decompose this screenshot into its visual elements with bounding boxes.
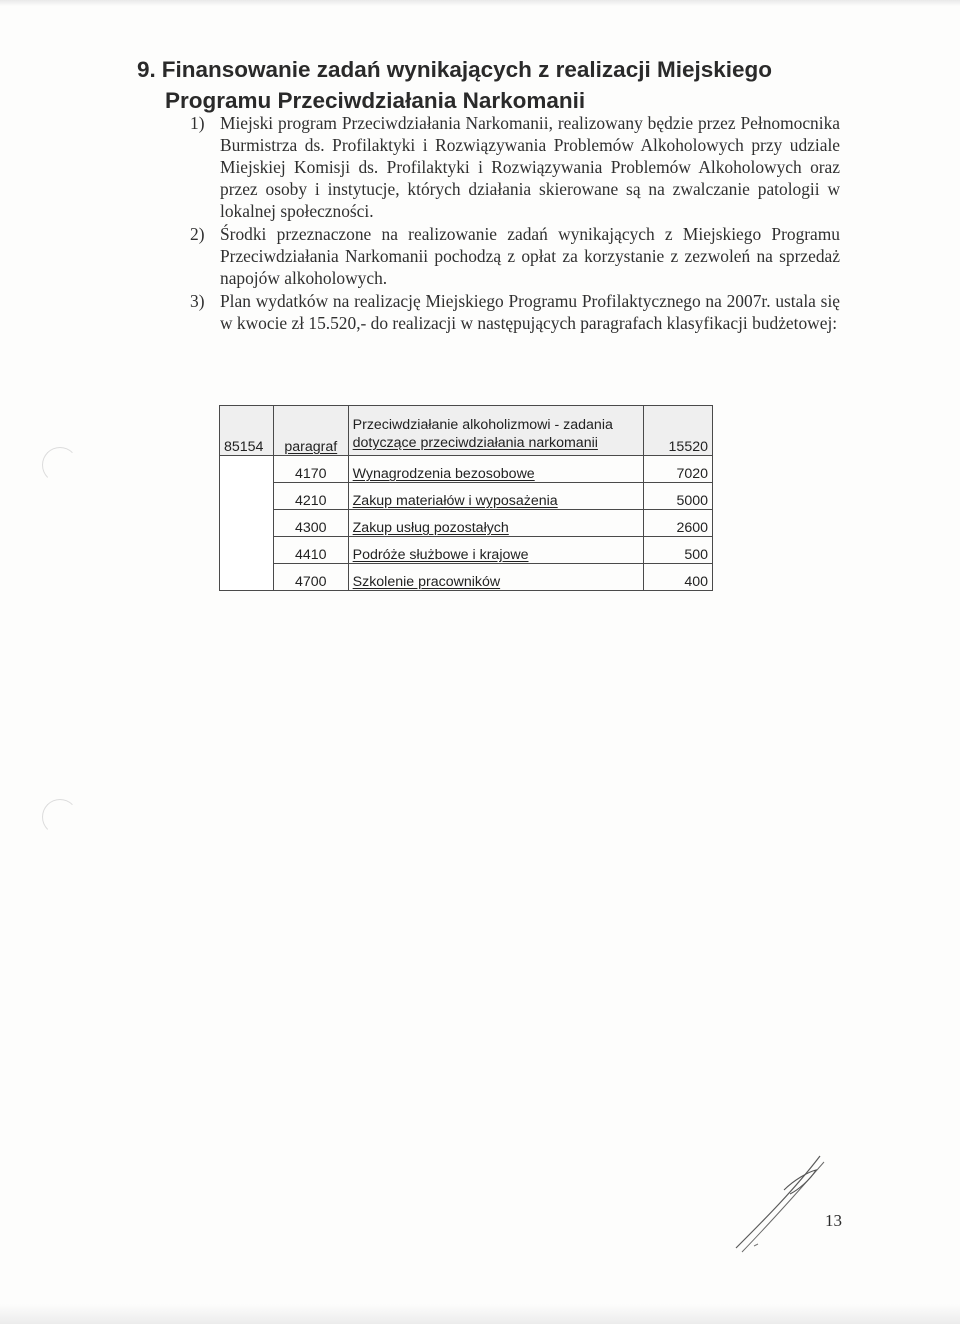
- paragraph-code-cell: 4410: [273, 537, 348, 564]
- table-row: [220, 564, 713, 591]
- list-item: [190, 290, 840, 334]
- section-total-cell: 15520: [644, 406, 713, 456]
- expense-name: Wynagrodzenia bezosobowe: [352, 466, 535, 482]
- list-marker: 1): [190, 113, 205, 133]
- list-item-text: Plan wydatków na realizację Miejskiego Programu Profilaktycznego na 2007r. ustala się w kwocie zł 15.520,- do realizacji w następujących paragrafach klasyfikacji budżetowej:: [220, 291, 840, 333]
- list-item-text: Środki przeznaczone na realizowanie zadań wynikających z Miejskiego Programu Przeciwdziałania Narkomanii pochodzą z opłat za korzystanie z zezwoleń na sprzedaż napojów alkoholowych.: [220, 224, 840, 288]
- expense-name-cell: [348, 537, 644, 564]
- paragraph-label-cell: [273, 406, 348, 456]
- section-description-cell: [348, 406, 644, 456]
- paragraph-label: paragraf: [284, 439, 338, 455]
- title-line-1: Finansowanie zadań wynikających z realizacji Miejskiego: [161, 57, 773, 82]
- expense-name-cell: [348, 564, 644, 591]
- expense-name: Zakup usług pozostałych: [352, 520, 509, 536]
- table-header-row: [220, 406, 713, 456]
- table-row: [220, 483, 713, 510]
- punch-hole-top: [42, 447, 78, 483]
- expense-name-cell: [348, 456, 644, 483]
- section-description-line-1: Przeciwdziałanie alkoholizmowi - zadania: [352, 417, 613, 433]
- budget-table: [219, 405, 713, 591]
- table-row: [220, 537, 713, 564]
- expense-name-cell: [348, 510, 644, 537]
- page-number: 13: [825, 1211, 842, 1230]
- table-row: [220, 456, 713, 483]
- section-description-line-2: dotyczące przeciwdziałania narkomanii: [352, 435, 598, 451]
- section-code-cell: 85154: [220, 406, 274, 456]
- expense-name-cell: [348, 483, 644, 510]
- list-marker: 3): [190, 291, 205, 311]
- paragraph-code-cell: 4210: [273, 483, 348, 510]
- paragraph-code-cell: 4170: [273, 456, 348, 483]
- scan-edge-top: [0, 0, 960, 6]
- empty-cell: [220, 456, 274, 483]
- paragraph-code-cell: 4700: [273, 564, 348, 591]
- expense-amount-cell: 5000: [644, 483, 713, 510]
- title-line-2: Programu Przeciwdziałania Narkomanii: [165, 88, 586, 113]
- empty-cell: [220, 564, 274, 591]
- expense-amount-cell: 7020: [644, 456, 713, 483]
- expense-amount-cell: 500: [644, 537, 713, 564]
- budget-table-wrapper: [219, 405, 713, 591]
- scan-edge-bottom: [0, 1304, 960, 1324]
- empty-cell: [220, 483, 274, 510]
- expense-amount-cell: 2600: [644, 510, 713, 537]
- handwritten-signature: [724, 1150, 834, 1260]
- punch-hole-bottom: [42, 799, 78, 835]
- paragraph-code-cell: 4300: [273, 510, 348, 537]
- expense-name: Szkolenie pracowników: [352, 574, 501, 590]
- empty-cell: [220, 537, 274, 564]
- list-marker: 2): [190, 224, 205, 244]
- expense-amount-cell: 400: [644, 564, 713, 591]
- expense-name: Zakup materiałów i wyposażenia: [352, 493, 558, 509]
- table-row: [220, 510, 713, 537]
- empty-cell: [220, 510, 274, 537]
- list-item: [190, 223, 840, 289]
- list-item: [190, 112, 840, 222]
- list-item-text: Miejski program Przeciwdziałania Narkomanii, realizowany będzie przez Pełnomocnika Burmistrza ds. Profilaktyki i Rozwiązywania Problemów Alkoholowych przy udziale Miejskiej Komisji ds. Profilaktyki i Rozwiązywania Problemów Alkoholowych oraz przez osoby i instytucje, których działania skierowane są na zwalczanie patologii w lokalnej społeczności.: [220, 113, 840, 221]
- numbered-list: [190, 112, 840, 335]
- expense-name: Podróże służbowe i krajowe: [352, 547, 529, 563]
- section-number: 9.: [137, 57, 156, 82]
- section-title: [137, 54, 877, 116]
